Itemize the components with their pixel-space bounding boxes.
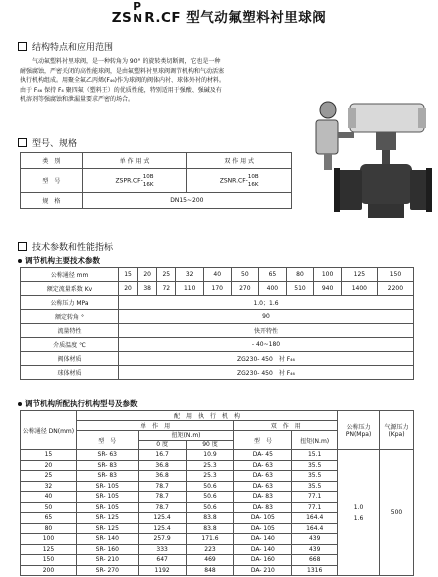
actuator-cell: 77.1 xyxy=(292,502,338,513)
dn-value: 125 xyxy=(341,268,377,282)
dn-label: 公称通径 mm xyxy=(21,268,119,282)
square-bullet-icon xyxy=(18,42,27,51)
actuator-cell: SR- 210 xyxy=(76,555,138,566)
actuator-cell: 25.3 xyxy=(186,471,234,482)
actuator-cell: 35.5 xyxy=(292,481,338,492)
actuator-cell: DA- 140 xyxy=(234,534,292,545)
actuator-cell: 78.7 xyxy=(138,502,186,513)
actuator-cell: 668 xyxy=(292,555,338,566)
actuator-cell: 35.5 xyxy=(292,471,338,482)
actuator-cell: 40 xyxy=(21,492,77,503)
model-single-code: ZSPR.CF-10B 16K xyxy=(82,169,187,193)
kv-value: 20 xyxy=(119,282,138,296)
kv-value: 72 xyxy=(157,282,176,296)
air-value: 500 xyxy=(380,450,414,576)
actuator-cell: 223 xyxy=(186,544,234,555)
model-double-code: ZSNR.CF-10B 16K xyxy=(187,169,292,193)
air-header: 气源压力 (Kpa) xyxy=(380,411,414,450)
actuator-cell: SR- 140 xyxy=(76,534,138,545)
actuator-cell: 25 xyxy=(21,471,77,482)
actuator-cell: DA- 210 xyxy=(234,565,292,576)
actuator-cell: 848 xyxy=(186,565,234,576)
actuator-cell: SR- 63 xyxy=(76,450,138,461)
pn-value: 1.0 1.6 xyxy=(338,450,380,576)
actuator-cell: 15.1 xyxy=(292,450,338,461)
actuator-cell: DA- 140 xyxy=(234,544,292,555)
title-pn-stack xyxy=(132,1,144,25)
dn-value: 15 xyxy=(119,268,138,282)
actuator-cell: 125 xyxy=(21,544,77,555)
tech-row-label: 流量特性 xyxy=(21,324,119,338)
actuator-cell: SR- 125 xyxy=(76,513,138,524)
actuator-cell: 50.6 xyxy=(186,481,234,492)
actuator-cell: 80 xyxy=(21,523,77,534)
section-models-heading: 型号、规格 xyxy=(18,136,77,149)
dn-value: 25 xyxy=(157,268,176,282)
actuator-cell: 78.7 xyxy=(138,481,186,492)
square-bullet-icon xyxy=(18,138,27,147)
actuator-cell: 25.3 xyxy=(186,460,234,471)
square-bullet-icon xyxy=(18,242,27,251)
tech-row-value: - 40~180 xyxy=(119,338,414,352)
actuator-cell: 35.5 xyxy=(292,460,338,471)
actuator-cell: 150 xyxy=(21,555,77,566)
dn-value: 80 xyxy=(286,268,314,282)
single-model-header: 型 号 xyxy=(76,431,138,450)
actuator-cell: 171.6 xyxy=(186,534,234,545)
spec-value: DN15~200 xyxy=(82,193,291,209)
actuator-cell: 333 xyxy=(138,544,186,555)
actuator-cell: SR- 270 xyxy=(76,565,138,576)
actuator-cell: DA- 45 xyxy=(234,450,292,461)
actuator-cell: 50.6 xyxy=(186,492,234,503)
actuator-cell: DA- 83 xyxy=(234,492,292,503)
tech-row-value: 90 xyxy=(119,310,414,324)
actuator-cell: DA- 63 xyxy=(234,460,292,471)
tech-row-label: 介质温度 ℃ xyxy=(21,338,119,352)
intro-paragraph: 气动氟塑料衬里球阀，是一种转角为 90° 的旋转类切断阀，它也是一种耐强腐蚀，严密关闭的高性能球阀，是由氟塑料衬里球阀调节机构和气动活塞执行机构组成。用聚全氟乙丙烯(F₄₆)作为球阀的阀体内衬、球体外衬的材料。由于 F₄₆ 保持 F₄ 聚四氟（塑料王）的优质性能，特别适用于强酸、强碱及有机溶剂等强腐蚀和泄漏量要求严密的场合。 xyxy=(20,58,225,104)
actuator-cell: 439 xyxy=(292,534,338,545)
actuator-cell: 20 xyxy=(21,460,77,471)
bullet-icon xyxy=(18,259,22,263)
actuator-cell: SR- 125 xyxy=(76,523,138,534)
actuator-cell: SR- 105 xyxy=(76,481,138,492)
actuator-cell: 164.4 xyxy=(292,523,338,534)
dn-value: 150 xyxy=(377,268,413,282)
actuator-cell: 469 xyxy=(186,555,234,566)
page-title xyxy=(0,1,438,26)
actuator-cell: 16.7 xyxy=(138,450,186,461)
model-row-label: 型 号 xyxy=(21,169,83,193)
kv-value: 1400 xyxy=(341,282,377,296)
actuator-cell: 1192 xyxy=(138,565,186,576)
tech-params-table xyxy=(20,267,414,380)
tech-row-value: 快开特性 xyxy=(119,324,414,338)
tech-row-label: 阀体材质 xyxy=(21,352,119,366)
single-torque-header: 扭矩(N.m) 0 度 90 度 xyxy=(138,431,234,450)
subsection-actuator-params: 调节机构所配执行机构型号及参数 xyxy=(18,398,138,409)
actuator-cell: 439 xyxy=(292,544,338,555)
actuator-cell: SR- 160 xyxy=(76,544,138,555)
single-acting-header: 单 作 用 xyxy=(76,421,234,431)
pn-header: 公称压力 PN(Mpa) xyxy=(338,411,380,450)
model-header-category: 类 别 xyxy=(21,153,83,169)
kv-value: 940 xyxy=(314,282,342,296)
kv-value: 110 xyxy=(176,282,204,296)
actuator-cell: DA- 160 xyxy=(234,555,292,566)
section-features-heading: 结构特点和应用范围 xyxy=(18,40,113,53)
actuator-cell: SR- 105 xyxy=(76,492,138,503)
actuator-cell: 125.4 xyxy=(138,513,186,524)
actuator-cell: SR- 83 xyxy=(76,460,138,471)
actuator-cell: DA- 105 xyxy=(234,523,292,534)
tech-row-label: 额定转角 ° xyxy=(21,310,119,324)
actuator-cell: 36.8 xyxy=(138,471,186,482)
actuator-cell: 36.8 xyxy=(138,460,186,471)
actuator-row xyxy=(21,450,414,461)
kv-value: 270 xyxy=(231,282,259,296)
actuator-cell: 83.8 xyxy=(186,523,234,534)
actuator-cell: 83.8 xyxy=(186,513,234,524)
actuator-cell: 164.4 xyxy=(292,513,338,524)
actuator-table xyxy=(20,410,414,576)
actuator-cell: DA- 105 xyxy=(234,513,292,524)
bullet-icon xyxy=(18,402,22,406)
pneumatic-ball-valve-image xyxy=(298,98,432,248)
dn-value: 100 xyxy=(314,268,342,282)
kv-value: 38 xyxy=(138,282,157,296)
actuator-cell: SR- 105 xyxy=(76,502,138,513)
double-acting-header: 双 作 用 xyxy=(234,421,338,431)
actuator-cell: 78.7 xyxy=(138,492,186,503)
spec-row-label: 规 格 xyxy=(21,193,83,209)
actuator-cell: 65 xyxy=(21,513,77,524)
actuator-cell: 125.4 xyxy=(138,523,186,534)
actuator-cell: 647 xyxy=(138,555,186,566)
dn-value: 32 xyxy=(176,268,204,282)
title-sub: N xyxy=(133,13,143,25)
actuator-cell: 50.6 xyxy=(186,502,234,513)
model-header-double: 双 作 用 式 xyxy=(187,153,292,169)
actuator-cell: SR- 83 xyxy=(76,471,138,482)
model-header-single: 单 作 用 式 xyxy=(82,153,187,169)
title-sup: P xyxy=(133,1,142,13)
tech-row-value: 1.0；1.6 xyxy=(119,296,414,310)
double-model-header: 型 号 xyxy=(234,431,292,450)
kv-value: 2200 xyxy=(377,282,413,296)
actuator-cell: 15 xyxy=(21,450,77,461)
actuator-cell: DA- 63 xyxy=(234,471,292,482)
dn-value: 40 xyxy=(203,268,231,282)
dn-value: 50 xyxy=(231,268,259,282)
actuator-cell: 100 xyxy=(21,534,77,545)
actuator-cell: 257.9 xyxy=(138,534,186,545)
subsection-regulator-params: 调节机构主要技术参数 xyxy=(18,255,100,266)
actuator-cell: 77.1 xyxy=(292,492,338,503)
double-torque-header: 扭矩(N.m) xyxy=(292,431,338,450)
model-table xyxy=(20,152,292,209)
kv-label: 额定流量系数 Kv xyxy=(21,282,119,296)
actuator-cell: 32 xyxy=(21,481,77,492)
title-prefix: ZS xyxy=(111,10,133,26)
tech-row-label: 球体材质 xyxy=(21,366,119,380)
kv-value: 400 xyxy=(259,282,287,296)
dn-value: 20 xyxy=(138,268,157,282)
actuator-cell: 10.9 xyxy=(186,450,234,461)
tech-row-label: 公称压力 MPa xyxy=(21,296,119,310)
section-tech-heading: 技术参数和性能指标 xyxy=(18,240,113,253)
actuator-cell: 50 xyxy=(21,502,77,513)
actuator-cell: DA- 83 xyxy=(234,502,292,513)
dn-header: 公称通径 DN(mm) xyxy=(21,411,77,450)
actuator-cell: DA- 63 xyxy=(234,481,292,492)
config-header: 配 用 执 行 机 构 xyxy=(76,411,337,421)
title-main: R.CF 型气动氟塑料衬里球阀 xyxy=(144,10,327,26)
kv-value: 170 xyxy=(203,282,231,296)
dn-value: 65 xyxy=(259,268,287,282)
tech-row-value: ZG230- 450 衬 F₄₆ xyxy=(119,352,414,366)
actuator-cell: 200 xyxy=(21,565,77,576)
kv-value: 510 xyxy=(286,282,314,296)
actuator-cell: 1316 xyxy=(292,565,338,576)
tech-row-value: ZG230- 450 衬 F₄₆ xyxy=(119,366,414,380)
